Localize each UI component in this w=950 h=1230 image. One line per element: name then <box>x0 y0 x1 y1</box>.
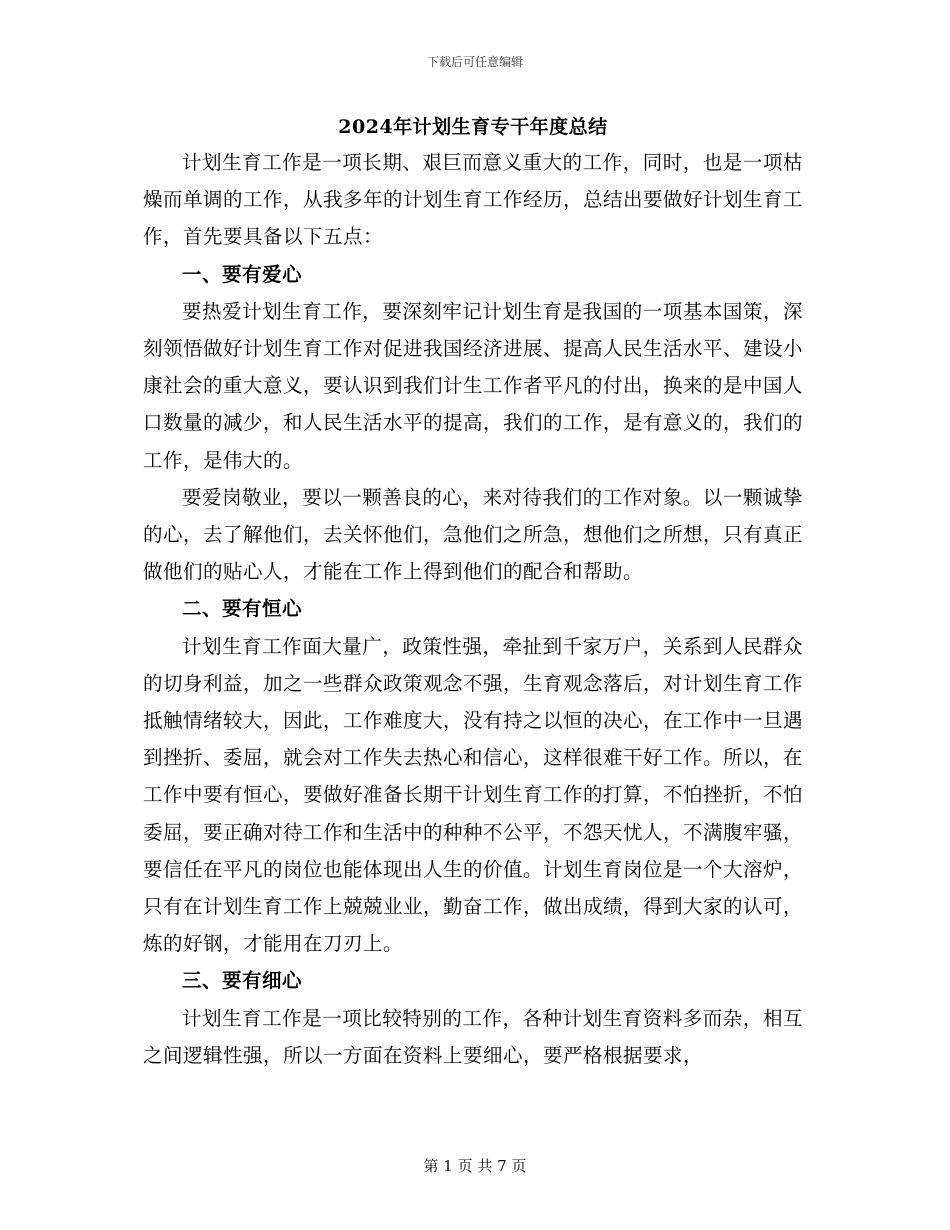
document-body <box>143 112 803 1074</box>
page-number-footer: 第 1 页 共 7 页 <box>423 1157 527 1175</box>
section-2-paragraph-1: 计划生育工作面大量广，政策性强，牵扯到千家万户，关系到人民群众的切身利益，加之一些群众政策观念不强，生育观念落后，对计划生育工作抵触情绪较大，因此，工作难度大，没有持之以恒的决心，在工作中一旦遇到挫折、委屈，就会对工作失去热心和信心，这样很难干好工作。所以，在工作中要有恒心，要做好准备长期干计划生育工作的打算，不怕挫折，不怕委屈，要正确对待工作和生活中的种种不公平，不怨天忧人，不满腹牢骚，要信任在平凡的岗位也能体现出人生的价值。计划生育岗位是一个大溶炉，只有在计划生育工作上兢兢业业，勤奋工作，做出成绩，得到大家的认可，炼的好钢，才能用在刀刃上。 <box>143 634 804 956</box>
section-1-paragraph-1: 要热爱计划生育工作，要深刻牢记计划生育是我国的一项基本国策，深刻领悟做好计划生育工作对促进我国经济进展、提高人民生活水平、建设小康社会的重大意义，要认识到我们计生工作者平凡的付出，换来的是中国人口数量的减少，和人民生活水平的提高，我们的工作，是有意义的，我们的工作，是伟大的。 <box>143 299 804 472</box>
section-heading-3: 三、要有细心 <box>182 969 303 993</box>
section-1-paragraph-2: 要爱岗敬业，要以一颗善良的心，来对待我们的工作对象。以一颗诚挚的心，去了解他们，去关怀他们，急他们之所急，想他们之所想，只有真正做他们的贴心人，才能在工作上得到他们的配合和帮助。 <box>143 485 804 584</box>
intro-paragraph: 计划生育工作是一项长期、艰巨而意义重大的工作，同时，也是一项枯燥而单调的工作，从我多年的计划生育工作经历，总结出要做好计划生育工作，首先要具备以下五点： <box>143 151 804 249</box>
page-header-note: 下载后可任意编辑 <box>426 55 523 69</box>
document-title: 2024年计划生育专干年度总结 <box>338 116 608 138</box>
section-heading-1: 一、要有爱心 <box>182 262 303 286</box>
section-3-paragraph-1: 计划生育工作是一项比较特别的工作，各种计划生育资料多而杂，相互之间逻辑性强，所以一方面在资料上要细心，要严格根据要求， <box>143 1006 803 1067</box>
section-heading-2: 二、要有恒心 <box>182 597 303 621</box>
